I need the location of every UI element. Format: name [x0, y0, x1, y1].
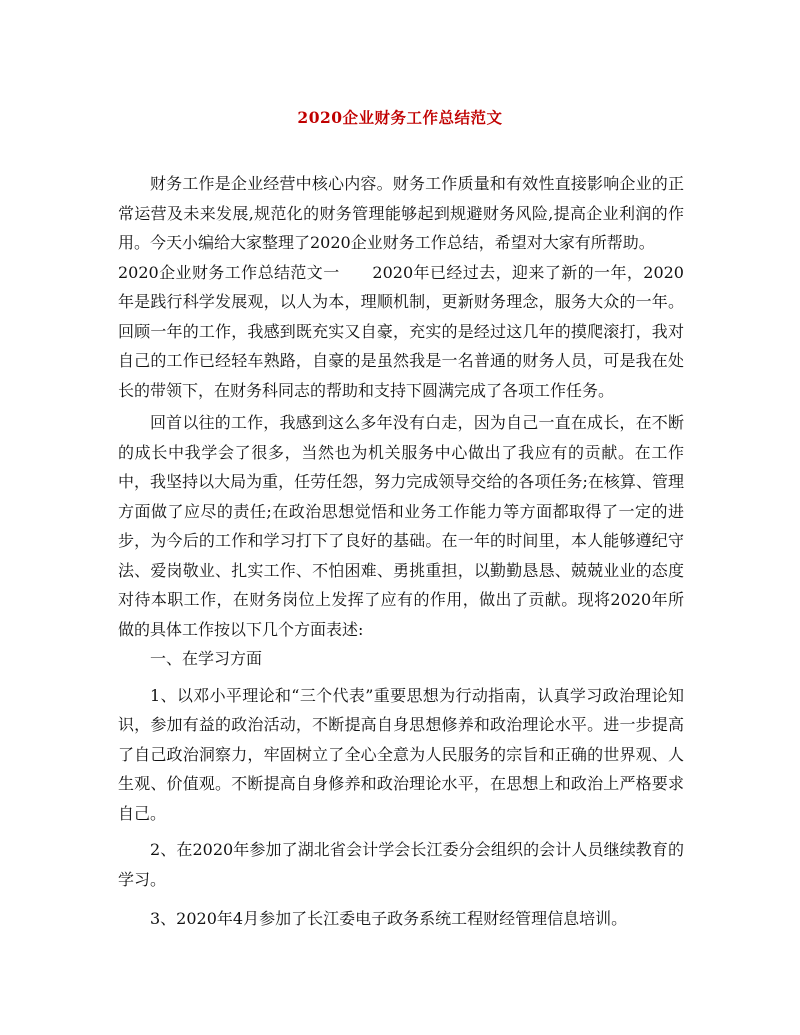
list-item-1: 1、以邓小平理论和“三个代表”重要思想为行动指南，认真学习政治理论知识，参加有益的政治活动，不断提高自身思想修养和政治理论水平。进一步提高了自己政治洞察力，牢固树立了全心全意为人民服务的宗旨和正确的世界观、人生观、价值观。不断提高自身修养和政治理论水平，在思想上和政治上严格要求自己。 — [118, 685, 684, 823]
list-item-2: 2、在2020年参加了湖北省会计学会长江委分会组织的会计人员继续教育的学习。 — [118, 840, 684, 889]
review-paragraph: 回首以往的工作，我感到这么多年没有白走，因为自己一直在成长，在不断的成长中我学会了很多，当然也为机关服务中心做出了我应有的贡献。在工作中，我坚持以大局为重，任劳任怨，努力完成领导交给的各项任务;在核算、管理方面做了应尽的责任;在政治思想觉悟和业务工作能力等方面都取得了一定的进步，为今后的工作和学习打下了良好的基础。在一年的时间里，本人能够遵纪守法、爱岗敬业、扎实工作、不怕困难、勇挑重担，以勤勤恳恳、兢兢业业的态度对待本职工作，在财务岗位上发挥了应有的作用，做出了贡献。现将2020年所做的具体工作按以下几个方面表述: — [118, 413, 684, 639]
section-one-paragraph: 2020企业财务工作总结范文一 2020年已经过去，迎来了新的一年，2020年是践行科学发展观，以人为本，理顺机制，更新财务理念，服务大众的一年。回顾一年的工作，我感到既充实又自豪，充实的是经过这几年的摸爬滚打，我对自己的工作已经轻车熟路，自豪的是虽然我是一名普通的财务人员，可是我在处长的带领下，在财务科同志的帮助和支持下圆满完成了各项工作任务。 — [118, 262, 684, 400]
intro-paragraph: 财务工作是企业经营中核心内容。财务工作质量和有效性直接影响企业的正常运营及未来发展,规范化的财务管理能够起到规避财务风险,提高企业利润的作用。今天小编给大家整理了2020企业财务工作总结，希望对大家有所帮助。 — [118, 174, 684, 252]
study-heading: 一、在学习方面 — [150, 649, 263, 668]
document-title: 2020企业财务工作总结范文 — [297, 108, 503, 127]
list-item-3: 3、2020年4月参加了长江委电子政务系统工程财经管理信息培训。 — [150, 909, 628, 928]
document-body — [118, 169, 684, 934]
